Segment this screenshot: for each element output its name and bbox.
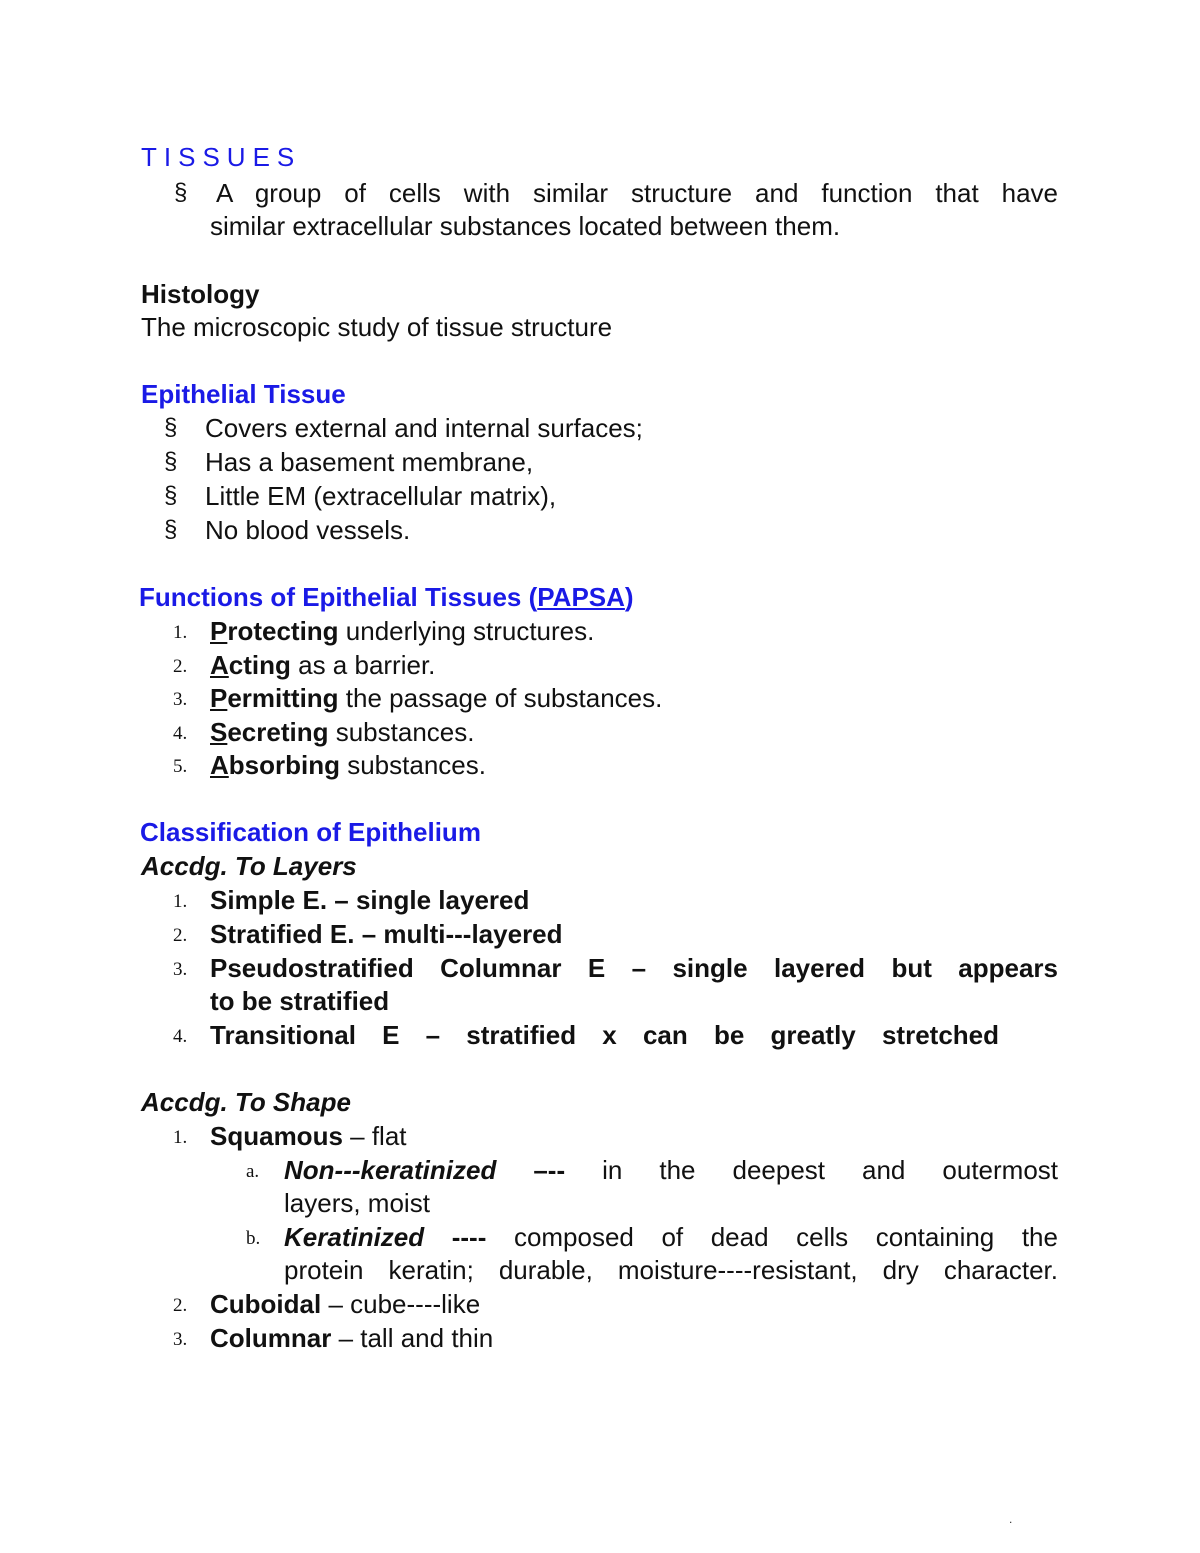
list-number: 3. [173, 1329, 188, 1350]
function-item: Absorbing substances. [210, 750, 486, 780]
sub-list-letter: a. [246, 1161, 260, 1182]
bullet-mark: § [164, 516, 178, 543]
histology-definition: The microscopic study of tissue structure [141, 312, 613, 342]
sub-item-continued: layers, moist [284, 1188, 430, 1218]
list-number: 1. [173, 891, 188, 912]
function-item: Protecting underlying structures. [210, 616, 595, 646]
function-item: Secreting substances. [210, 717, 475, 747]
layer-item: Stratified E. – multi---layered [210, 919, 563, 949]
papsa-acronym: PAPSA [537, 582, 625, 612]
list-number: 4. [173, 723, 188, 744]
epithelial-bullet: Little EM (extracellular matrix), [205, 481, 557, 511]
sub-item-continued: protein keratin; durable, moisture----resistant, dry character. [284, 1255, 1058, 1285]
list-number: 5. [173, 756, 188, 777]
epithelial-bullet: Covers external and internal surfaces; [205, 413, 643, 443]
list-number: 3. [173, 689, 188, 710]
doc-title: TISSUES [141, 142, 302, 172]
epithelial-heading: Epithelial Tissue [141, 379, 346, 409]
bullet-mark: § [164, 448, 178, 475]
classification-heading: Classification of Epithelium [140, 817, 481, 847]
sub-item-non-keratinized: Non---keratinized –-- in the deepest and outermost [284, 1155, 1058, 1185]
footer-mark: . [1009, 1512, 1013, 1526]
list-number: 2. [173, 1295, 188, 1316]
sub-list-letter: b. [246, 1228, 261, 1249]
list-number: 2. [173, 925, 188, 946]
shape-item-cuboidal: Cuboidal – cube----like [210, 1289, 481, 1319]
layer-item-continued: to be stratified [210, 986, 390, 1016]
bullet-mark: § [164, 482, 178, 509]
shape-heading: Accdg. To Shape [141, 1087, 351, 1117]
shape-item-squamous: Squamous – flat [210, 1121, 407, 1151]
epithelial-bullet: No blood vessels. [205, 515, 411, 545]
list-number: 2. [173, 656, 188, 677]
layers-heading: Accdg. To Layers [141, 851, 357, 881]
list-number: 1. [173, 1127, 188, 1148]
function-item: Permitting the passage of substances. [210, 683, 663, 713]
list-number: 3. [173, 959, 188, 980]
sub-item-keratinized: Keratinized ---- composed of dead cells containing the [284, 1222, 1058, 1252]
epithelial-bullet: Has a basement membrane, [205, 447, 534, 477]
histology-heading: Histology [141, 279, 260, 309]
list-number: 4. [173, 1026, 188, 1047]
layer-item: Simple E. – single layered [210, 885, 530, 915]
shape-item-columnar: Columnar – tall and thin [210, 1323, 494, 1353]
bullet-mark: § [174, 179, 188, 206]
tissues-definition-line1: A group of cells with similar structure and function that have [216, 178, 1058, 208]
list-number: 1. [173, 622, 188, 643]
function-item: Acting as a barrier. [210, 650, 436, 680]
layer-item: Pseudostratified Columnar E – single layered but appears [210, 953, 1058, 983]
tissues-definition-line2: similar extracellular substances located between them. [210, 211, 841, 241]
bullet-mark: § [164, 414, 178, 441]
functions-heading: Functions of Epithelial Tissues (PAPSA) [139, 582, 634, 612]
layer-item: Transitional E – stratified x can be greatly stretched [210, 1020, 999, 1050]
